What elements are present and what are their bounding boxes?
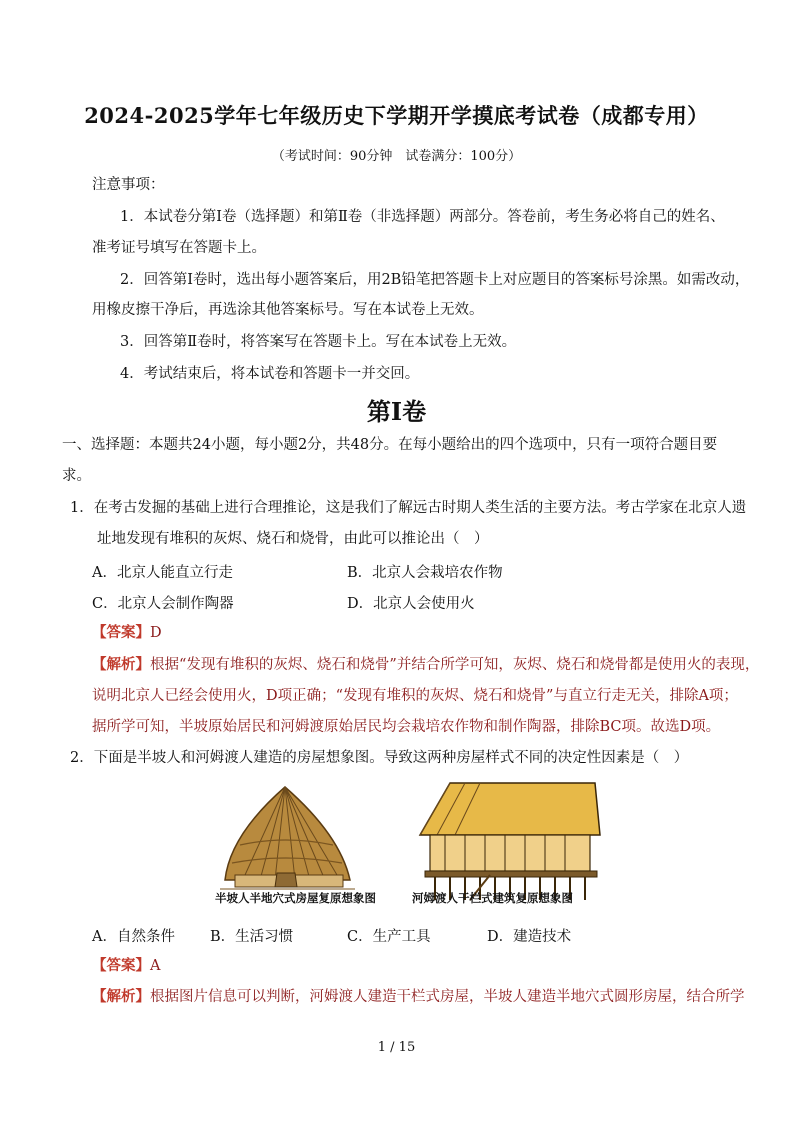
q2-answer-value: A [150, 958, 161, 974]
q2-answer [92, 956, 732, 976]
note-1b: 准考证号填写在答题卡上。 [92, 240, 266, 256]
q2-stem: 2．下面是半坡人和河姆渡人建造的房屋想象图。导致这两种房屋样式不同的决定性因素是（ ） [70, 750, 689, 766]
q1-option-d: D．北京人会使用火 [347, 596, 475, 612]
notes-heading: 注意事项： [92, 177, 165, 193]
hemudu-stilt-house-illustration [420, 783, 600, 900]
q2-analysis-tag: 【解析】 [92, 988, 150, 1005]
part1-instruction-2: 求。 [62, 468, 91, 484]
section-title: 第Ⅰ卷 [366, 397, 427, 426]
caption-banpo: 半坡人半地穴式房屋复原想象图 [215, 891, 376, 905]
q1-analysis-3: 据所学可知，半坡原始居民和河姆渡原始居民均会栽培农作物和制作陶器，排除BC项。故选D项。 [92, 719, 721, 735]
q2-option-d: D．建造技术 [487, 929, 572, 945]
q1-option-c: C．北京人会制作陶器 [92, 596, 234, 612]
q2-option-a: A．自然条件 [92, 929, 175, 945]
note-3: 3．回答第Ⅱ卷时，将答案写在答题卡上。写在本试卷上无效。 [120, 334, 517, 350]
q1-option-b: B．北京人会栽培农作物 [347, 565, 503, 581]
q2-option-c: C．生产工具 [347, 929, 431, 945]
q2-analysis-text-1: 根据图片信息可以判断，河姆渡人建造干栏式房屋，半坡人建造半地穴式圆形房屋，结合所学 [150, 989, 745, 1005]
q1-analysis-2: 说明北京人已经会使用火，D项正确；“发现有堆积的灰烬、烧石和烧骨”与直立行走无关，排除A项； [92, 688, 738, 704]
exam-subtitle: （考试时间：90分钟 试卷满分：100分） [271, 149, 522, 164]
banpo-hut-illustration [220, 787, 355, 889]
q2-option-b: B．生活习惯 [210, 929, 294, 945]
q2-answer-tag: 【答案】 [92, 957, 150, 974]
q2-analysis-1 [92, 987, 745, 1007]
q1-analysis-1 [92, 655, 760, 675]
exam-title: 2024-2025学年七年级历史下学期开学摸底考试卷（成都专用） [84, 103, 709, 128]
q1-analysis-tag: 【解析】 [92, 656, 150, 673]
q1-answer [92, 623, 732, 643]
note-2a: 2．回答第Ⅰ卷时，选出每小题答案后，用2B铅笔把答题卡上对应题目的答案标号涂黑。如需改动， [120, 272, 750, 288]
note-2b: 用橡皮擦干净后，再选涂其他答案标号。写在本试卷上无效。 [92, 302, 484, 318]
part1-instruction-1: 一、选择题：本题共24小题，每小题2分，共48分。在每小题给出的四个选项中，只有一项符合题目要 [62, 437, 718, 453]
page-number: 1 / 15 [377, 1040, 416, 1055]
q1-answer-tag: 【答案】 [92, 624, 150, 641]
q1-option-a: A．北京人能直立行走 [92, 565, 233, 581]
q1-analysis-text-1: 根据“发现有堆积的灰烬、烧石和烧骨”并结合所学可知，灰烬、烧石和烧骨都是使用火的表现， [150, 657, 760, 673]
caption-hemudu: 河姆渡人干栏式建筑复原想象图 [412, 891, 573, 905]
note-4: 4．考试结束后，将本试卷和答题卡一并交回。 [120, 366, 420, 382]
q1-answer-value: D [150, 625, 162, 641]
q1-stem-2: 址地发现有堆积的灰烬、烧石和烧骨，由此可以推论出（ ） [97, 531, 489, 547]
q1-stem-1: 1．在考古发掘的基础上进行合理推论，这是我们了解远古时期人类生活的主要方法。考古学家在北京人遗 [70, 500, 747, 516]
note-1a: 1．本试卷分第Ⅰ卷（选择题）和第Ⅱ卷（非选择题）两部分。答卷前，考生务必将自己的姓名、 [120, 209, 725, 225]
